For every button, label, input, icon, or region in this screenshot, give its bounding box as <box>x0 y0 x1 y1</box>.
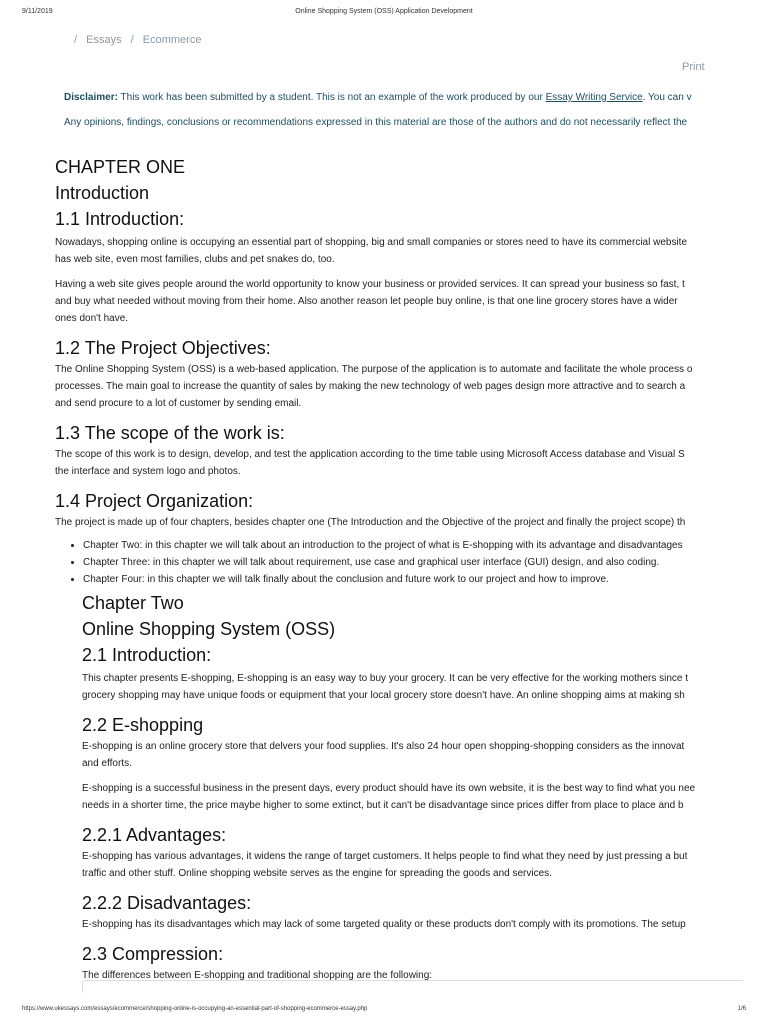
section-heading: 2.2 E-shopping <box>82 715 204 735</box>
print-date: 9/11/2019 <box>22 8 53 15</box>
list-item: • Chapter Four: in this chapter we will talk finally about the conclusion and future work to our project and how to improve. <box>83 571 768 588</box>
section-heading: 1.3 The scope of the work is: <box>55 423 285 443</box>
chapter-two-title: Chapter Two <box>82 593 184 613</box>
paragraph: The differences between E-shopping and traditional shopping are the following: <box>82 970 433 981</box>
paragraph: The project is made up of four chapters, besides chapter one (The Introduction and the Objective of the project and finally the project scope) th <box>55 517 686 528</box>
paragraph: Having a web site gives people around the world opportunity to know your business or provided services. It can spread your business so fast, t and buy what needed without moving from their home. Also another reason let people buy online, is that one line grocery stores have a wider ones don't have. <box>55 279 685 324</box>
essay-body <box>55 154 768 992</box>
paragraph: This chapter presents E-shopping, E-shopping is an easy way to buy your grocery. It can be very effective for the working mothers since t grocery shopping may have unique foods or equipment that your local grocery store doesn't have. An online shopping aims at making sh <box>82 673 689 701</box>
list-item: • Chapter Three: in this chapter we will talk about requirement, use case and graphical user interface (GUI) design, and also coding. <box>83 554 768 571</box>
disclaimer-text: This work has been submitted by a student. This is not an example of the work produced by our <box>117 92 546 103</box>
breadcrumb-essays-link[interactable]: Essays <box>86 34 122 46</box>
comparison-table-edge <box>82 980 743 993</box>
essay-writing-service-link[interactable]: Essay Writing Service <box>545 92 643 103</box>
page-url: https://www.ukessays.com/essays/ecommerce/shopping-online-is-occupying-an-essential-part-of-shopping-ecommerce-essay.php <box>22 1006 368 1012</box>
print-button[interactable]: Print <box>682 61 705 73</box>
chapter-list <box>55 537 768 588</box>
section-heading: 1.2 The Project Objectives: <box>55 338 271 358</box>
paragraph: E-shopping has its disadvantages which may lack of some targeted quality or these products don't comply with its promotions. The setup <box>82 919 686 930</box>
section-heading: 2.1 Introduction: <box>82 645 212 665</box>
paragraph: Nowadays, shopping online is occupying an essential part of shopping, big and small companies or stores need to have its commercial website has web site, even most families, clubs and pet snakes do, too. <box>55 237 688 265</box>
breadcrumb-ecommerce-link[interactable]: Ecommerce <box>142 34 202 46</box>
disclaimer-label: Disclaimer: <box>64 92 118 103</box>
breadcrumb-separator: / <box>130 34 134 46</box>
section-heading: 2.2.1 Advantages: <box>82 825 227 845</box>
section-heading: 1.4 Project Organization: <box>55 491 254 511</box>
paragraph: The scope of this work is to design, develop, and test the application according to the time table using Microsoft Access database and Visual S the interface and system logo and photos. <box>55 449 685 477</box>
paragraph: The Online Shopping System (OSS) is a web-based application. The purpose of the application is to automate and facilitate the whole process o processes. The main goal to increase the quantity of sales by making the new technology of web pages design more attractive and to search a and send procure to a lot of customer by sending email. <box>55 364 693 409</box>
page-number: 1/6 <box>737 1006 746 1012</box>
disclaimer-line <box>64 92 768 103</box>
list-item: • Chapter Two: in this chapter we will talk about an introduction to the project of what is E-shopping with its advantage and disadvantages <box>83 537 768 554</box>
breadcrumb <box>74 34 207 46</box>
chapter-two-subtitle: Online Shopping System (OSS) <box>82 619 336 639</box>
print-page-title: Online Shopping System (OSS) Application Development <box>295 8 473 15</box>
paragraph: E-shopping is an online grocery store that delvers your food supplies. It's also 24 hour open shopping-shopping considers as the innovat and efforts. <box>82 741 685 769</box>
print-header <box>22 8 746 20</box>
section-heading: 2.3 Compression: <box>82 944 224 964</box>
chapter-one-subtitle: Introduction <box>55 183 150 203</box>
section-heading: 1.1 Introduction: <box>55 209 185 229</box>
breadcrumb-separator: / <box>74 34 78 46</box>
disclaimer-note: Any opinions, findings, conclusions or recommendations expressed in this material are those of the authors and do not necessarily reflect the <box>64 117 688 128</box>
paragraph: E-shopping is a successful business in the present days, every product should have its own website, it is the best way to find what you nee needs in a shorter time, the price maybe higher to some extinct, but it can't be disadvantage since prices differ from place to place and b <box>82 783 696 811</box>
chapter-two <box>55 590 768 984</box>
chapter-one-title: CHAPTER ONE <box>55 157 186 177</box>
print-footer <box>22 1006 746 1018</box>
disclaimer-text-end: . You can v <box>642 92 692 103</box>
paragraph: E-shopping has various advantages, it widens the range of target customers. It helps people to find what they need by just pressing a but traffic and other stuff. Online shopping website serves as the engine for spreading the goods and services. <box>82 851 688 879</box>
section-heading: 2.2.2 Disadvantages: <box>82 893 252 913</box>
